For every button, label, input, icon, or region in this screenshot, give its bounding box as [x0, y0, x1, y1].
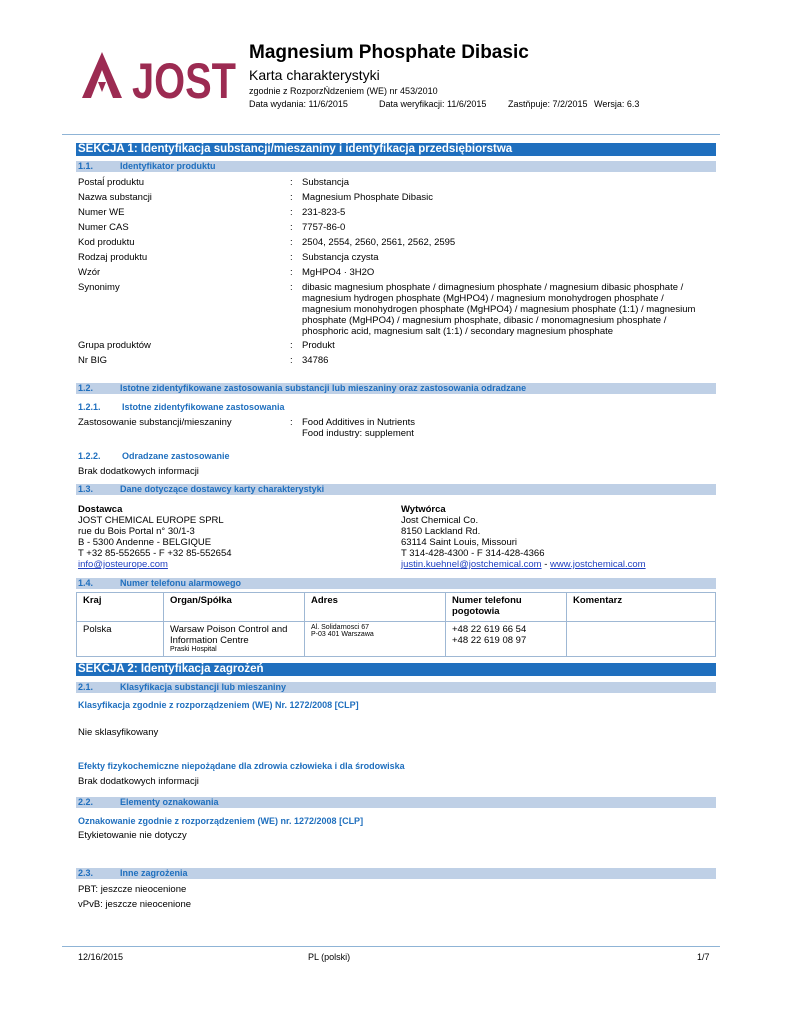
column-header: Adres	[305, 593, 446, 622]
subsection-title: Numer telefonu alarmowego	[120, 578, 242, 588]
subsection-number: 1.2.2.	[78, 451, 101, 461]
subsection-number: 1.1.	[78, 161, 94, 171]
subsection-1-2	[76, 383, 716, 394]
issue-date: Data wydania: 11/6/2015	[249, 99, 348, 109]
subsection-number: 1.4.	[78, 578, 94, 588]
manufacturer-line: 8150 Lackland Rd.	[401, 526, 481, 537]
subsection-1-2-1	[78, 402, 678, 412]
field-label: Kod produktu	[78, 237, 135, 248]
manufacturer-line: Jost Chemical Co.	[401, 515, 479, 526]
column-header: Kraj	[77, 593, 164, 622]
supplier-line: rue du Bois Portal n° 30/1-3	[78, 526, 195, 537]
product-title: Magnesium Phosphate Dibasic	[249, 42, 529, 63]
colon: :	[290, 222, 293, 233]
field-label: Rodzaj produktu	[78, 252, 148, 263]
logo-text: JOST	[132, 53, 236, 109]
table-row	[77, 622, 716, 657]
clp-classification-title: Klasyfikacja zgodnie z rozporządzeniem (WE) Nr. 1272/2008 [CLP]	[78, 700, 359, 710]
subsection-number: 1.2.1.	[78, 402, 101, 412]
effects-title: Efekty fizykochemiczne niepożądane dla zdrowia człowieka i dla środowiska	[78, 761, 405, 771]
subsection-1-2-2	[78, 451, 678, 461]
footer-date: 12/16/2015	[78, 952, 124, 962]
subsection-2-3	[76, 868, 716, 879]
column-header: Numer telefonu pogotowia	[446, 593, 567, 622]
subsection-1-1	[76, 161, 716, 172]
footer-language: PL (polski)	[308, 952, 351, 962]
version: Wersja: 6.3	[594, 99, 640, 109]
no-info-text: Brak dodatkowych informacji	[78, 466, 199, 477]
subsection-1-4	[76, 578, 716, 589]
regulation-note: zgodnie z RozporzŃdzeniem (WE) nr 453/2010	[249, 86, 438, 96]
link-separator: -	[541, 559, 551, 570]
subsection-title: Odradzane zastosowanie	[122, 451, 230, 461]
field-value: 34786	[302, 355, 329, 366]
field-label: Numer WE	[78, 207, 125, 218]
subsection-title: Elementy oznakowania	[120, 797, 219, 807]
colon: :	[290, 417, 293, 428]
colon: :	[290, 192, 293, 203]
not-classified-text: Nie sklasyfikowany	[78, 727, 159, 738]
org-cell	[164, 622, 305, 657]
phone-number: +48 22 619 66 54	[452, 624, 527, 635]
supplier-line: B - 5300 Andenne - BELGIQUE	[78, 537, 212, 548]
supplier-line: T +32 85-552655 - F +32 85-552654	[78, 548, 232, 559]
synonyms-line: dibasic magnesium phosphate / dimagnesium phosphate / magnesium dibasic phosphate /	[302, 282, 684, 293]
subsection-title: Klasyfikacja substancji lub mieszaniny	[120, 682, 287, 692]
subsection-title: Inne zagrożenia	[120, 868, 188, 878]
field-label: Nr BIG	[78, 355, 108, 366]
synonyms-line: magnesium hydrogen phosphate (MgHPO4) / magnesium monohydrogen phosphate /	[302, 293, 664, 304]
colon: :	[290, 267, 293, 278]
address-line: P-03 401 Warszawa	[311, 631, 374, 638]
synonyms-line: phosphoric acid, magnesium salt (1:1) / secondary magnesium phosphate	[302, 326, 614, 337]
field-label: Nazwa substancji	[78, 192, 152, 203]
no-info-text: Brak dodatkowych informacji	[78, 776, 199, 787]
manufacturer-heading: Wytwórca	[401, 504, 446, 515]
subsection-title: Dane dotyczące dostawcy karty charakterystyki	[120, 484, 325, 494]
emergency-table	[76, 592, 716, 657]
subsection-number: 2.2.	[78, 797, 94, 807]
labelling-text: Etykietowanie nie dotyczy	[78, 830, 187, 841]
field-value: Substancja czysta	[302, 252, 379, 263]
colon: :	[290, 355, 293, 366]
synonyms-line: magnesium monohydrogen phosphate (MgHPO4) / magnesium phosphate (1:1) / magnesium	[302, 304, 696, 315]
labelling-title: Oznakowanie zgodnie z rozporządzeniem (WE) nr. 1272/2008 [CLP]	[78, 816, 364, 826]
footer-page-number: 1/7	[697, 952, 710, 962]
colon: :	[290, 340, 293, 351]
subsection-1-3	[76, 484, 716, 495]
colon: :	[290, 237, 293, 248]
use-label: Zastosowanie substancji/mieszaniny	[78, 417, 232, 428]
field-value: Produkt	[302, 340, 335, 351]
address-cell	[305, 622, 446, 657]
field-value: MgHPO4 · 3H2O	[302, 267, 375, 278]
section-2-header: SEKCJA 2: Identyfikacja zagrożeń	[76, 663, 716, 676]
field-value: Magnesium Phosphate Dibasic	[302, 192, 433, 203]
pbt-text: PBT: jeszcze nieocenione	[78, 884, 187, 895]
manufacturer-line: T 314-428-4300 - F 314-428-4366	[401, 548, 545, 559]
phone-cell	[446, 622, 567, 657]
field-label: Numer CAS	[78, 222, 129, 233]
comment-cell	[567, 622, 716, 657]
subsection-number: 2.1.	[78, 682, 94, 692]
subsection-2-1	[76, 682, 716, 693]
field-label: Postaĺ produktu	[78, 177, 145, 188]
subsection-number: 1.3.	[78, 484, 94, 494]
colon: :	[290, 207, 293, 218]
manufacturer-website-link[interactable]: www.jostchemical.com	[550, 559, 646, 570]
supersedes-date: Zastňpuje: 7/2/2015	[508, 99, 588, 109]
country-cell: Polska	[77, 622, 164, 657]
vpvb-text: vPvB: jeszcze nieocenione	[78, 899, 192, 910]
field-value: 231-823-5	[302, 207, 346, 218]
document-subtitle: Karta charakterystyki	[249, 67, 380, 83]
table-header-row	[77, 593, 716, 622]
subsection-title: Identyfikator produktu	[120, 161, 216, 171]
field-label: Wzór	[78, 267, 101, 278]
org-sub: Praski Hospital	[170, 646, 217, 653]
field-value: 2504, 2554, 2560, 2561, 2562, 2595	[302, 237, 456, 248]
field-label: Grupa produktów	[78, 340, 151, 351]
subsection-2-2	[76, 797, 716, 808]
use-value: Food industry: supplement	[302, 428, 414, 439]
phone-number: +48 22 619 08 97	[452, 635, 527, 646]
column-header: Organ/Spółka	[164, 593, 305, 622]
subsection-title: Istotne zidentyfikowane zastosowania	[122, 402, 285, 412]
field-value: Substancja	[302, 177, 350, 188]
manufacturer-line: 63114 Saint Louis, Missouri	[401, 537, 517, 548]
org-name: Warsaw Poison Control and Information Centre	[170, 624, 288, 646]
supplier-email-link[interactable]: info@josteurope.com	[78, 559, 168, 570]
supplier-line: JOST CHEMICAL EUROPE SPRL	[78, 515, 224, 526]
subsection-title: Istotne zidentyfikowane zastosowania substancji lub mieszaniny oraz zastosowania odradzane	[120, 383, 527, 393]
field-value: 7757-86-0	[302, 222, 346, 233]
manufacturer-contact	[401, 559, 646, 570]
address-line: Al. Solidarnosci 67	[311, 624, 369, 631]
synonyms-label: Synonimy	[78, 282, 120, 293]
use-value: Food Additives in Nutrients	[302, 417, 416, 428]
jost-logo	[80, 46, 240, 109]
colon: :	[290, 282, 293, 293]
column-header: Komentarz	[567, 593, 716, 622]
colon: :	[290, 252, 293, 263]
footer-divider	[62, 946, 720, 947]
supplier-heading: Dostawca	[78, 504, 123, 515]
section-1-header: SEKCJA 1: Identyfikacja substancji/mieszaniny i identyfikacja przedsiębiorstwa	[76, 143, 716, 156]
manufacturer-email-link[interactable]: justin.kuehnel@jostchemical.com	[401, 559, 542, 570]
logo-mark-icon	[82, 52, 122, 98]
subsection-number: 1.2.	[78, 383, 94, 393]
synonyms-line: phosphate (MgHPO4) / magnesium phosphate, dibasic / monomagnesium phosphate /	[302, 315, 667, 326]
colon: :	[290, 177, 293, 188]
header-divider	[62, 134, 720, 135]
revision-date: Data weryfikacji: 11/6/2015	[379, 99, 487, 109]
subsection-number: 2.3.	[78, 868, 94, 878]
